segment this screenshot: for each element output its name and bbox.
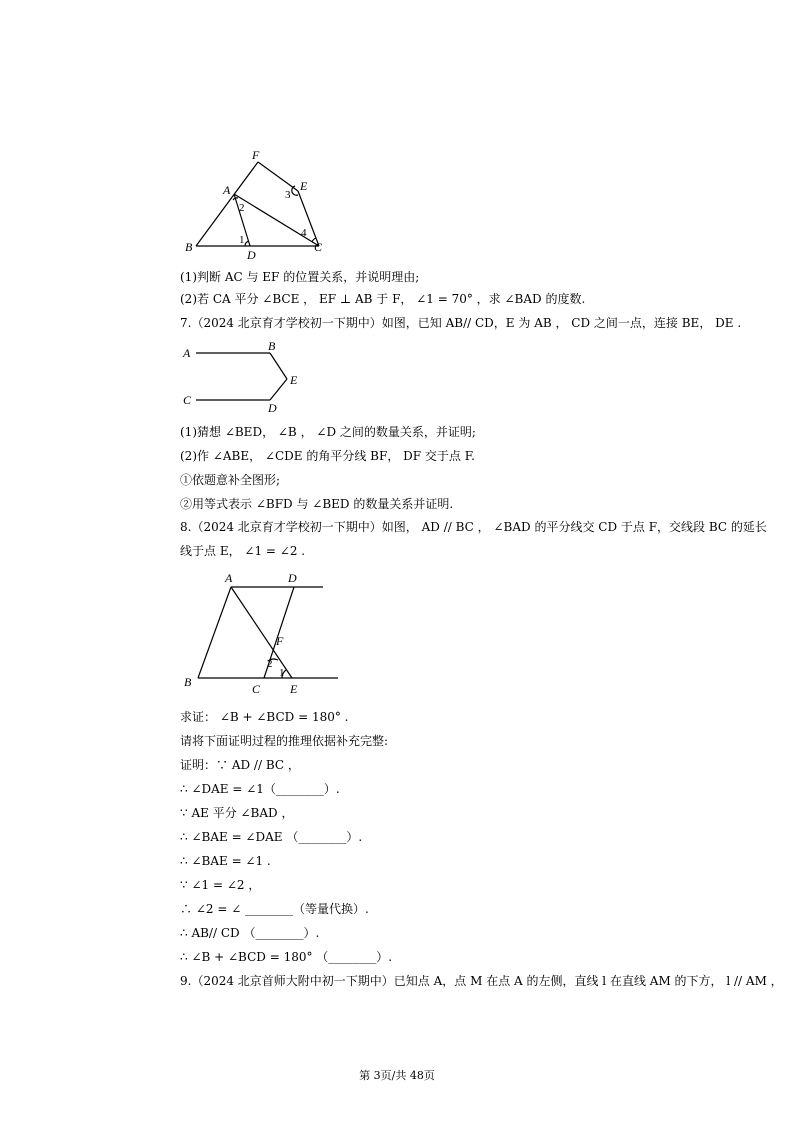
label-A: A	[223, 183, 231, 197]
proof-step: ∴ ∠B + ∠BCD = 180° （________）.	[180, 950, 393, 964]
label-F: F	[276, 634, 284, 648]
q9-stem: 9.（2024 北京首师大附中初一下期中）已知点 A，点 M 在点 A 的左侧，直线 l 在直线 AM 的下方， l // AM ，	[180, 974, 783, 988]
proof-step: ∴ ∠2 = ∠ ________（等量代换）.	[180, 902, 369, 916]
angle-label-1: 1	[239, 234, 245, 246]
label-A: A	[225, 571, 233, 585]
proof-step: ∴ ∠BAE = ∠1 .	[180, 854, 271, 868]
figure-parallel-angle-bisector	[180, 566, 345, 700]
label-B: B	[184, 675, 192, 689]
q8-stem-line2: 线于点 E， ∠1 = ∠2 .	[180, 544, 306, 558]
label-C: C	[183, 393, 192, 407]
page-footer: 第 3页/共 48页	[359, 1069, 435, 1082]
proof-step: ∴ ∠BAE = ∠DAE （________）.	[180, 830, 363, 844]
label-B: B	[185, 240, 193, 254]
label-D: D	[247, 248, 256, 262]
q6-part1: (1)判断 AC 与 EF 的位置关系，并说明理由;	[180, 270, 420, 284]
proof-step: ∴ ∠DAE = ∠1（________）.	[180, 782, 340, 796]
angle-label-2: 2	[239, 202, 245, 214]
angle-label-2: 2	[267, 658, 273, 670]
label-D: D	[288, 571, 297, 585]
label-E: E	[290, 682, 298, 696]
q7-part1: (1)猜想 ∠BED， ∠B ， ∠D 之间的数量关系，并证明;	[180, 425, 476, 439]
angle-label-3: 3	[285, 189, 291, 201]
q7-sub2: ②用等式表示 ∠BFD 与 ∠BED 的数量关系并证明.	[180, 497, 454, 511]
figure-triangle-quadrilateral	[180, 145, 340, 263]
q8-instruction: 请将下面证明过程的推理依据补充完整:	[180, 734, 389, 748]
q7-part2: (2)作 ∠ABE， ∠CDE 的角平分线 BF， DF 交于点 F.	[180, 449, 475, 463]
q8-stem-line1: 8.（2024 北京育才学校初一下期中）如图， AD // BC ， ∠BAD 的平分线交 CD 于点 F，交线段 BC 的延长	[180, 520, 767, 534]
label-E: E	[300, 179, 308, 193]
angle-label-1: 1	[279, 667, 285, 679]
proof-step: ∴ AB// CD （________）.	[180, 926, 320, 940]
proof-step: ∵ ∠1 = ∠2 ，	[180, 878, 261, 892]
q7-stem: 7.（2024 北京育才学校初一下期中）如图，已知 AB// CD，E 为 AB ， CD 之间一点，连接 BE， DE .	[180, 316, 742, 330]
angle-label-4: 4	[301, 227, 307, 239]
q8-prove: 求证： ∠B + ∠BCD = 180° .	[180, 710, 349, 724]
figure-parallel-lines-bent	[180, 338, 305, 414]
q6-part2: (2)若 CA 平分 ∠BCE ， EF ⊥ AB 于 F， ∠1 = 70° ，求 ∠BAD 的度数.	[180, 292, 586, 306]
label-C: C	[252, 682, 261, 696]
label-D: D	[268, 401, 277, 414]
label-B: B	[268, 339, 276, 353]
label-F: F	[252, 148, 260, 162]
label-C: C	[314, 240, 323, 254]
proof-step: ∵ AE 平分 ∠BAD ，	[180, 806, 294, 820]
q7-sub1: ①依题意补全图形;	[180, 473, 281, 487]
proof-step: 证明：∵ AD // BC ，	[180, 758, 300, 772]
label-A: A	[183, 346, 191, 360]
label-E: E	[290, 373, 298, 387]
